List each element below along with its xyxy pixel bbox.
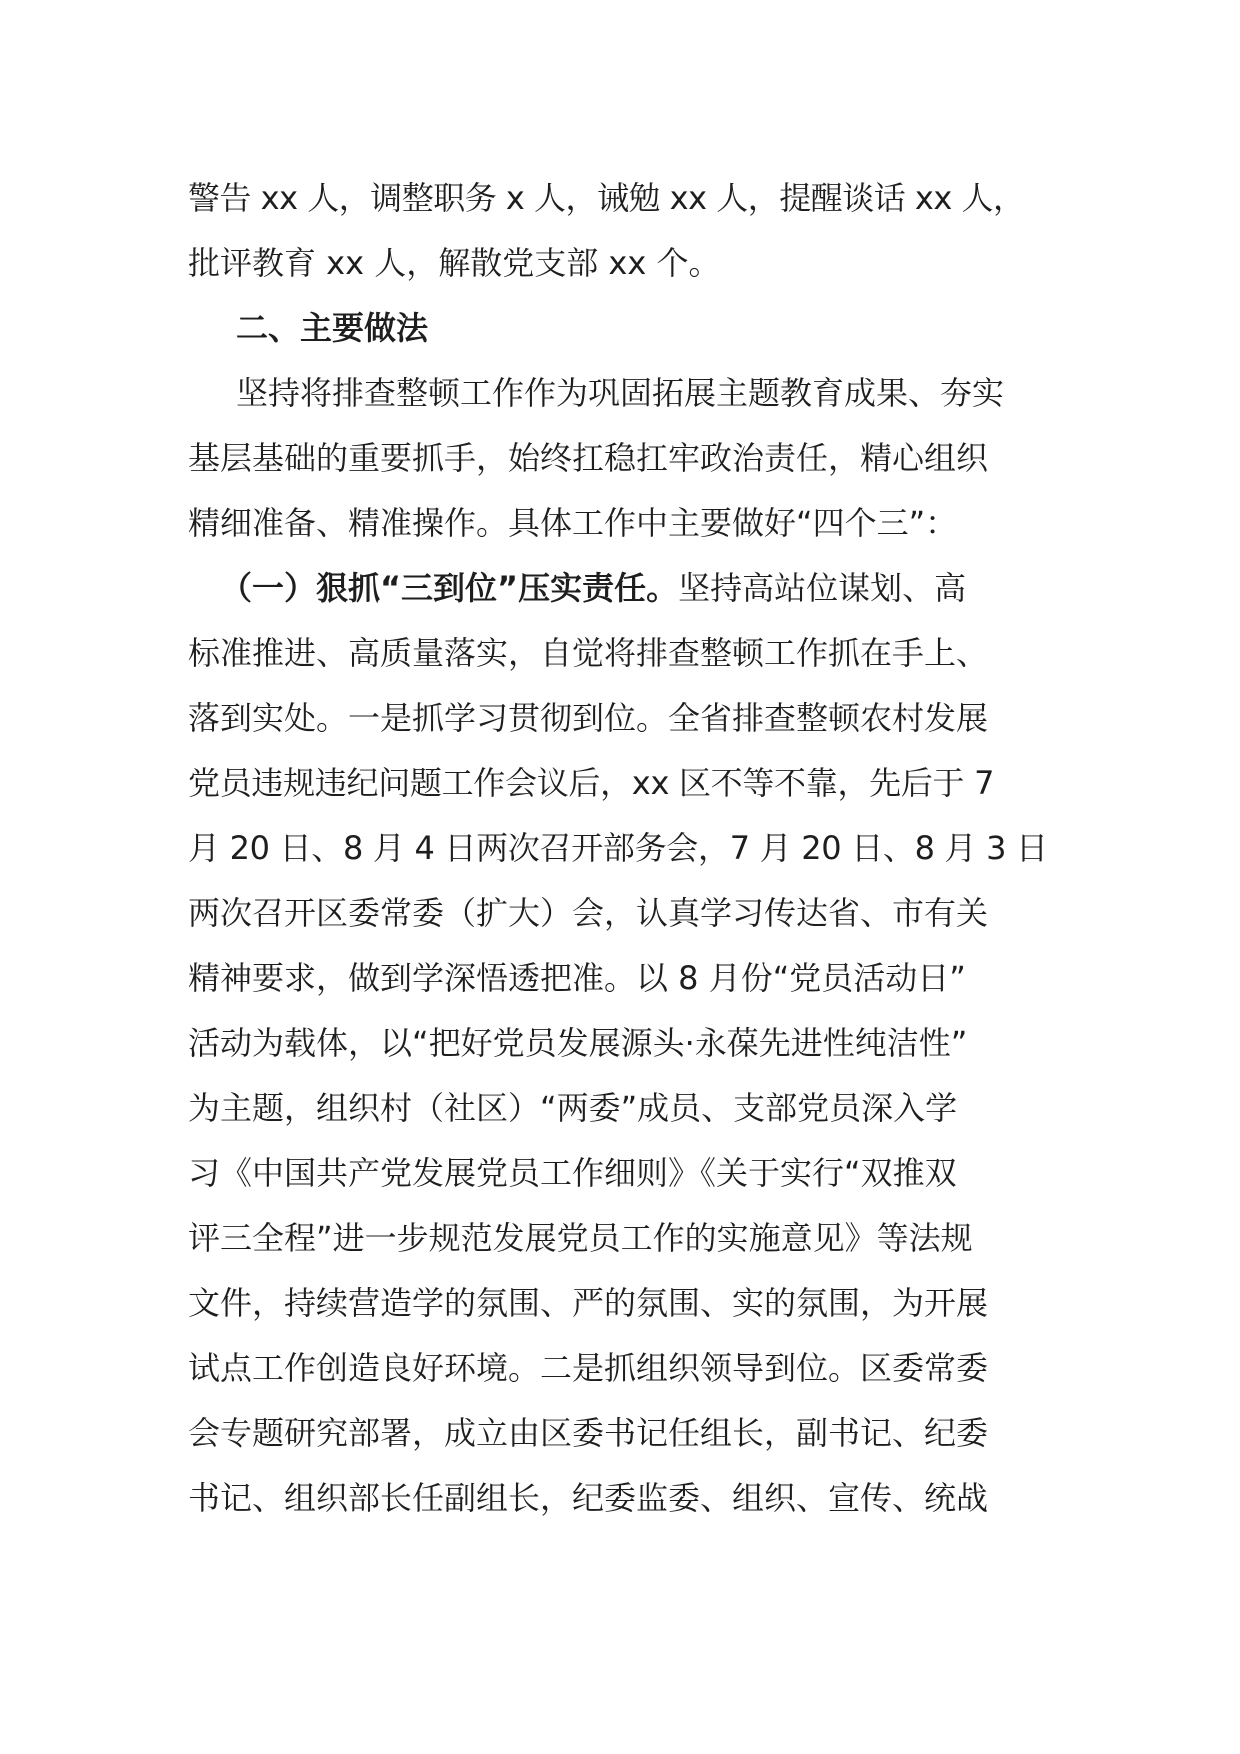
text-line: 月 20 日、8 月 4 日两次召开部务会，7 月 20 日、8 月 3 日 (188, 829, 1048, 867)
text-line: 两次召开区委常委（扩大）会，认真学习传达省、市有关 (188, 894, 989, 932)
section-heading (188, 296, 1056, 361)
document-body (188, 166, 1056, 1531)
text-line: 书记、组织部长任副组长，纪委监委、组织、宣传、统战 (188, 1479, 989, 1517)
text-line: 试点工作创造良好环境。二是抓组织领导到位。区委常委 (188, 1349, 989, 1387)
text-line: 会专题研究部署，成立由区委书记任组长，副书记、纪委 (188, 1414, 989, 1452)
text-line: 警告 xx 人，调整职务 x 人，诫勉 xx 人，提醒谈话 xx 人， (188, 179, 1025, 217)
text-line: 活动为载体，以“把好党员发展源头·永葆先进性纯洁性” (188, 1024, 968, 1062)
text-line: 评三全程”进一步规范发展党员工作的实施意见》等法规 (188, 1219, 973, 1257)
text-line: 标准推进、高质量落实，自觉将排查整顿工作抓在手上、 (188, 634, 989, 672)
text-line: 批评教育 xx 人，解散党支部 xx 个。 (188, 244, 721, 282)
text-line (188, 556, 1056, 621)
text-line: 党员违规违纪问题工作会议后，xx 区不等不靠，先后于 7 (188, 764, 995, 802)
paragraph-intro (188, 361, 1056, 556)
text-run: 坚持高站位谋划、高 (678, 569, 967, 607)
text-line: 落到实处。一是抓学习贯彻到位。全省排查整顿农村发展 (188, 699, 989, 737)
text-line: 坚持将排查整顿工作作为巩固拓展主题教育成果、夯实 (236, 374, 1005, 412)
text-line: 精神要求，做到学深悟透把准。以 8 月份“党员活动日” (188, 959, 966, 997)
text-line: 精细准备、精准操作。具体工作中主要做好“四个三”： (188, 504, 958, 542)
text-line: 为主题，组织村（社区）“两委”成员、支部党员深入学 (188, 1089, 958, 1127)
text-line: 文件，持续营造学的氛围、严的氛围、实的氛围，为开展 (188, 1284, 989, 1322)
heading-main-practices: 二、主要做法 (236, 309, 429, 347)
text-line: 习《中国共产党发展党员工作细则》《关于实行“双推双 (188, 1154, 957, 1192)
subsection-heading: （一）狠抓“三到位”压实责任。 (220, 569, 679, 607)
paragraph-summary (188, 166, 1056, 296)
text-line: 基层基础的重要抓手，始终扛稳扛牢政治责任，精心组织 (188, 439, 989, 477)
paragraph-section-one (188, 556, 1056, 1531)
